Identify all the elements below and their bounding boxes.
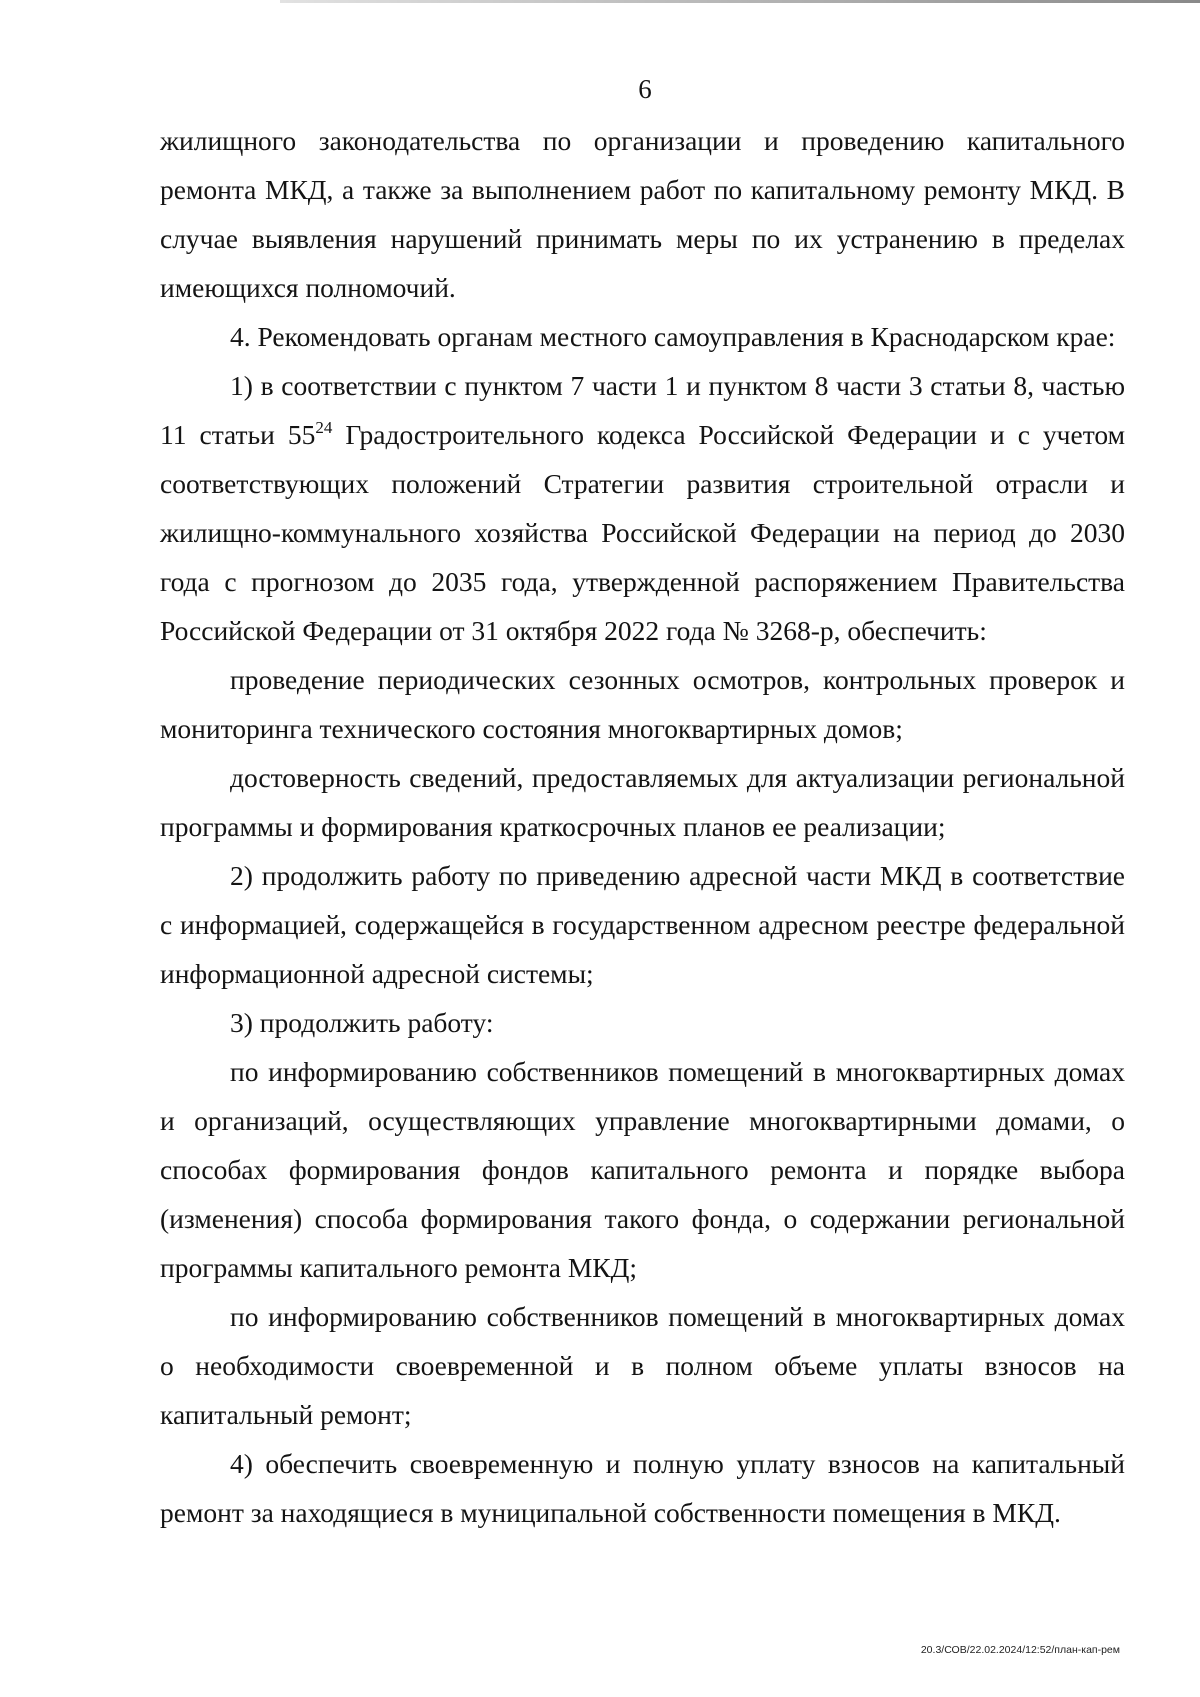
paragraph-subitem-4: 4) обеспечить своевременную и полную уплату взносов на капитальный ремонт за находящиеся в муниципальной собственности помещения в МКД. bbox=[160, 1448, 1125, 1528]
document-footer-code: 20.3/СОВ/22.02.2024/12:52/план-кап-рем bbox=[920, 1644, 1120, 1656]
paragraph-subitem-3: 3) продолжить работу: bbox=[230, 1007, 494, 1038]
document-body bbox=[160, 116, 1125, 1537]
scan-top-edge bbox=[280, 0, 1200, 3]
superscript-24: 24 bbox=[315, 418, 333, 437]
paragraph-inspections: проведение периодических сезонных осмотров, контрольных проверок и мониторинга технического состояния многоквартирных домов; bbox=[160, 664, 1125, 744]
paragraph-subitem-1 bbox=[160, 361, 1125, 655]
paragraph-informing-funds: по информированию собственников помещений в многоквартирных домах и организаций, осуществляющих управление многоквартирными домами, о способах формирования фондов капитального ремонта и порядке выбора (изменения) способа формирования такого фонда, о содержании региональной программы капитального ремонта МКД; bbox=[160, 1056, 1125, 1283]
paragraph-subitem-2: 2) продолжить работу по приведению адресной части МКД в соответствие с информацией, содержащейся в государственном адресном реестре федеральной информационной адресной системы; bbox=[160, 860, 1125, 989]
paragraph-informing-payments: по информированию собственников помещений в многоквартирных домах о необходимости своевременной и в полном объеме уплаты взносов на капитальный ремонт; bbox=[160, 1301, 1125, 1430]
paragraph-item-4: 4. Рекомендовать органам местного самоуправления в Краснодарском крае: bbox=[230, 321, 1116, 352]
subitem-1-text-end: Градостроительного кодекса Российской Федерации и с учетом соответствующих положений Стратегии развития строительной отрасли и жилищно-коммунального хозяйства Российской Федерации на период до 2030 года с прогнозом до 2035 года, утвержденной распоряжением Правительства Российской Федерации от 31 октября 2022 года № 3268-р, обеспечить: bbox=[160, 419, 1125, 646]
paragraph-reliability: достоверность сведений, предоставляемых для актуализации региональной программы и формирования краткосрочных планов ее реализации; bbox=[160, 762, 1125, 842]
page-number: 6 bbox=[638, 74, 652, 104]
subitem-1-text-start: 1) в соответствии с пунктом 7 части 1 и пунктом 8 части 3 статьи 8, частью 11 статьи 55 bbox=[160, 370, 1125, 450]
paragraph-continuation: жилищного законодательства по организации и проведению капитального ремонта МКД, а также за выполнением работ по капитальному ремонту МКД. В случае выявления нарушений принимать меры по их устранению в пределах имеющихся полномочий. bbox=[160, 125, 1125, 303]
